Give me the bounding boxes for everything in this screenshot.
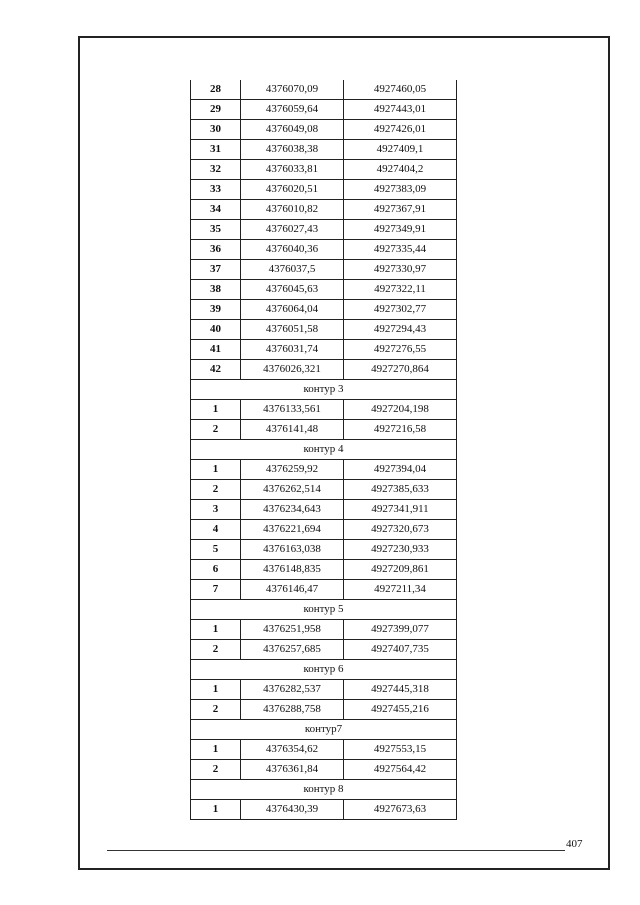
y-coordinate-cell: 4927335,44 xyxy=(344,240,457,260)
point-number-cell: 35 xyxy=(191,220,241,240)
y-coordinate-cell: 4927455,216 xyxy=(344,700,457,720)
table-row xyxy=(191,80,457,100)
y-coordinate-cell: 4927276,55 xyxy=(344,340,457,360)
y-coordinate-cell: 4927302,77 xyxy=(344,300,457,320)
contour-title: контур 8 xyxy=(191,780,457,800)
point-number-cell: 2 xyxy=(191,700,241,720)
contour-title: контур 6 xyxy=(191,660,457,680)
point-number-cell: 34 xyxy=(191,200,241,220)
table-row xyxy=(191,180,457,200)
table-row xyxy=(191,500,457,520)
x-coordinate-cell: 4376251,958 xyxy=(241,620,344,640)
point-number-cell: 38 xyxy=(191,280,241,300)
table-row xyxy=(191,300,457,320)
point-number-cell: 1 xyxy=(191,740,241,760)
y-coordinate-cell: 4927460,05 xyxy=(344,80,457,100)
table-row xyxy=(191,520,457,540)
x-coordinate-cell: 4376010,82 xyxy=(241,200,344,220)
y-coordinate-cell: 4927216,58 xyxy=(344,420,457,440)
y-coordinate-cell: 4927564,42 xyxy=(344,760,457,780)
page-number: 407 xyxy=(566,838,583,850)
y-coordinate-cell: 4927204,198 xyxy=(344,400,457,420)
contour-header-row xyxy=(191,720,457,740)
y-coordinate-cell: 4927385,633 xyxy=(344,480,457,500)
y-coordinate-cell: 4927211,34 xyxy=(344,580,457,600)
table-row xyxy=(191,320,457,340)
x-coordinate-cell: 4376027,43 xyxy=(241,220,344,240)
contour-title: контур 3 xyxy=(191,380,457,400)
point-number-cell: 3 xyxy=(191,500,241,520)
y-coordinate-cell: 4927330,97 xyxy=(344,260,457,280)
point-number-cell: 29 xyxy=(191,100,241,120)
contour-header-row xyxy=(191,600,457,620)
contour-title: контур 4 xyxy=(191,440,457,460)
contour-title: контур 5 xyxy=(191,600,457,620)
y-coordinate-cell: 4927407,735 xyxy=(344,640,457,660)
y-coordinate-cell: 4927322,11 xyxy=(344,280,457,300)
point-number-cell: 4 xyxy=(191,520,241,540)
x-coordinate-cell: 4376257,685 xyxy=(241,640,344,660)
table-row xyxy=(191,100,457,120)
point-number-cell: 30 xyxy=(191,120,241,140)
table-row xyxy=(191,240,457,260)
x-coordinate-cell: 4376141,48 xyxy=(241,420,344,440)
contour-header-row xyxy=(191,780,457,800)
table-row xyxy=(191,680,457,700)
table-row xyxy=(191,460,457,480)
contour-title: контур7 xyxy=(191,720,457,740)
x-coordinate-cell: 4376033,81 xyxy=(241,160,344,180)
point-number-cell: 5 xyxy=(191,540,241,560)
point-number-cell: 1 xyxy=(191,680,241,700)
y-coordinate-cell: 4927409,1 xyxy=(344,140,457,160)
coordinates-table-body xyxy=(191,80,457,820)
y-coordinate-cell: 4927426,01 xyxy=(344,120,457,140)
y-coordinate-cell: 4927445,318 xyxy=(344,680,457,700)
x-coordinate-cell: 4376282,537 xyxy=(241,680,344,700)
table-row xyxy=(191,120,457,140)
x-coordinate-cell: 4376221,694 xyxy=(241,520,344,540)
y-coordinate-cell: 4927294,43 xyxy=(344,320,457,340)
x-coordinate-cell: 4376259,92 xyxy=(241,460,344,480)
y-coordinate-cell: 4927399,077 xyxy=(344,620,457,640)
point-number-cell: 37 xyxy=(191,260,241,280)
x-coordinate-cell: 4376288,758 xyxy=(241,700,344,720)
table-row xyxy=(191,200,457,220)
point-number-cell: 2 xyxy=(191,480,241,500)
x-coordinate-cell: 4376146,47 xyxy=(241,580,344,600)
table-row xyxy=(191,760,457,780)
x-coordinate-cell: 4376070,09 xyxy=(241,80,344,100)
point-number-cell: 1 xyxy=(191,460,241,480)
x-coordinate-cell: 4376354,62 xyxy=(241,740,344,760)
y-coordinate-cell: 4927404,2 xyxy=(344,160,457,180)
x-coordinate-cell: 4376020,51 xyxy=(241,180,344,200)
y-coordinate-cell: 4927443,01 xyxy=(344,100,457,120)
x-coordinate-cell: 4376037,5 xyxy=(241,260,344,280)
y-coordinate-cell: 4927209,861 xyxy=(344,560,457,580)
table-row xyxy=(191,640,457,660)
y-coordinate-cell: 4927349,91 xyxy=(344,220,457,240)
point-number-cell: 32 xyxy=(191,160,241,180)
y-coordinate-cell: 4927341,911 xyxy=(344,500,457,520)
point-number-cell: 41 xyxy=(191,340,241,360)
contour-header-row xyxy=(191,380,457,400)
x-coordinate-cell: 4376234,643 xyxy=(241,500,344,520)
x-coordinate-cell: 4376064,04 xyxy=(241,300,344,320)
y-coordinate-cell: 4927394,04 xyxy=(344,460,457,480)
table-row xyxy=(191,280,457,300)
point-number-cell: 31 xyxy=(191,140,241,160)
point-number-cell: 6 xyxy=(191,560,241,580)
x-coordinate-cell: 4376163,038 xyxy=(241,540,344,560)
x-coordinate-cell: 4376361,84 xyxy=(241,760,344,780)
table-row xyxy=(191,580,457,600)
y-coordinate-cell: 4927367,91 xyxy=(344,200,457,220)
table-row xyxy=(191,540,457,560)
point-number-cell: 36 xyxy=(191,240,241,260)
table-row xyxy=(191,620,457,640)
table-row xyxy=(191,700,457,720)
point-number-cell: 2 xyxy=(191,420,241,440)
x-coordinate-cell: 4376430,39 xyxy=(241,800,344,820)
point-number-cell: 40 xyxy=(191,320,241,340)
table-row xyxy=(191,480,457,500)
table-row xyxy=(191,360,457,380)
point-number-cell: 33 xyxy=(191,180,241,200)
contour-header-row xyxy=(191,660,457,680)
table-row xyxy=(191,260,457,280)
x-coordinate-cell: 4376031,74 xyxy=(241,340,344,360)
point-number-cell: 7 xyxy=(191,580,241,600)
table-row xyxy=(191,740,457,760)
y-coordinate-cell: 4927230,933 xyxy=(344,540,457,560)
x-coordinate-cell: 4376051,58 xyxy=(241,320,344,340)
table-row xyxy=(191,160,457,180)
point-number-cell: 2 xyxy=(191,760,241,780)
x-coordinate-cell: 4376059,64 xyxy=(241,100,344,120)
table-row xyxy=(191,140,457,160)
contour-header-row xyxy=(191,440,457,460)
x-coordinate-cell: 4376045,63 xyxy=(241,280,344,300)
x-coordinate-cell: 4376133,561 xyxy=(241,400,344,420)
coordinates-table xyxy=(190,80,457,820)
y-coordinate-cell: 4927383,09 xyxy=(344,180,457,200)
y-coordinate-cell: 4927270,864 xyxy=(344,360,457,380)
point-number-cell: 1 xyxy=(191,800,241,820)
table-row xyxy=(191,340,457,360)
x-coordinate-cell: 4376049,08 xyxy=(241,120,344,140)
footer-rule xyxy=(107,850,565,851)
x-coordinate-cell: 4376026,321 xyxy=(241,360,344,380)
x-coordinate-cell: 4376040,36 xyxy=(241,240,344,260)
table-row xyxy=(191,800,457,820)
table-row xyxy=(191,400,457,420)
point-number-cell: 2 xyxy=(191,640,241,660)
y-coordinate-cell: 4927673,63 xyxy=(344,800,457,820)
point-number-cell: 39 xyxy=(191,300,241,320)
x-coordinate-cell: 4376262,514 xyxy=(241,480,344,500)
x-coordinate-cell: 4376148,835 xyxy=(241,560,344,580)
point-number-cell: 28 xyxy=(191,80,241,100)
y-coordinate-cell: 4927320,673 xyxy=(344,520,457,540)
x-coordinate-cell: 4376038,38 xyxy=(241,140,344,160)
table-row xyxy=(191,420,457,440)
point-number-cell: 42 xyxy=(191,360,241,380)
table-row xyxy=(191,220,457,240)
point-number-cell: 1 xyxy=(191,620,241,640)
table-row xyxy=(191,560,457,580)
y-coordinate-cell: 4927553,15 xyxy=(344,740,457,760)
point-number-cell: 1 xyxy=(191,400,241,420)
